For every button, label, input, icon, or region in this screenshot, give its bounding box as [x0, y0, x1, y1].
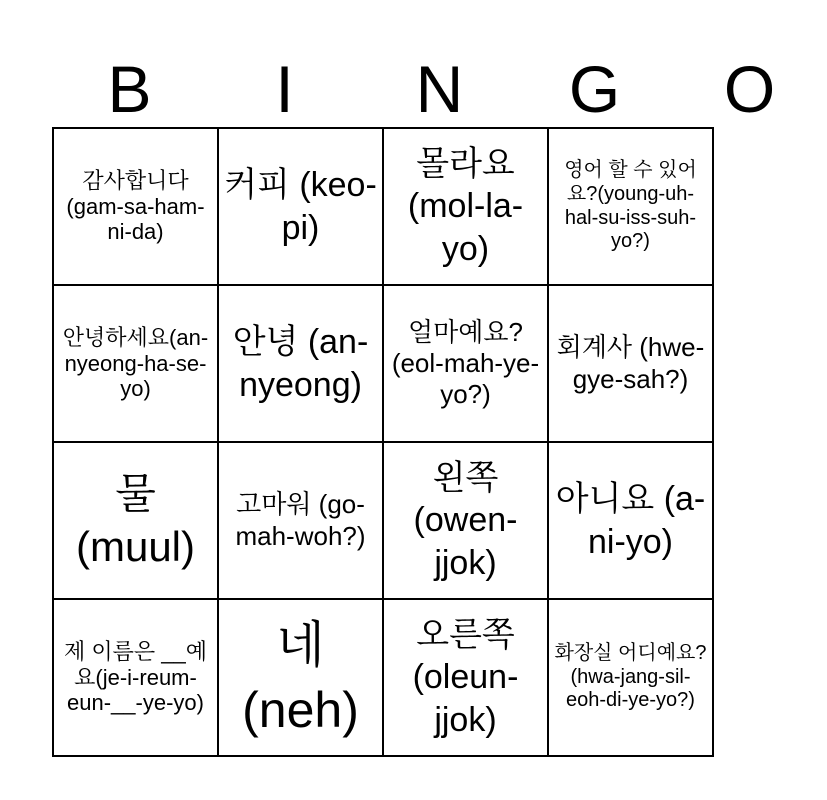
header-letter-g: G — [568, 52, 621, 126]
bingo-cell[interactable]: 안녕하세요(an-nyeong-ha-se-yo) — [53, 285, 218, 442]
bingo-cell[interactable]: 영어 할 수 있어요?(young-uh-hal-su-iss-suh-yo?) — [548, 128, 713, 285]
board-row — [53, 285, 713, 442]
bingo-cell[interactable]: 제 이름은 __예요(je-i-reum-eun-__-ye-yo) — [53, 599, 218, 756]
board-row — [53, 442, 713, 599]
header-letter-o: O — [723, 52, 776, 126]
bingo-cell[interactable]: 커피 (keo-pi) — [218, 128, 383, 285]
bingo-header — [52, 50, 776, 128]
bingo-cell[interactable]: 물 (muul) — [53, 442, 218, 599]
board-row — [53, 128, 713, 285]
bingo-cell[interactable]: 화장실 어디예요?(hwa-jang-sil-eoh-di-ye-yo?) — [548, 599, 713, 756]
board-row — [53, 599, 713, 756]
bingo-cell[interactable]: 얼마예요? (eol-mah-ye-yo?) — [383, 285, 548, 442]
bingo-cell[interactable]: 아니요 (a-ni-yo) — [548, 442, 713, 599]
bingo-cell[interactable]: 고마워 (go-mah-woh?) — [218, 442, 383, 599]
bingo-board — [52, 127, 714, 757]
bingo-cell[interactable]: 회계사 (hwe-gye-sah?) — [548, 285, 713, 442]
header-letter-i: I — [275, 52, 294, 126]
bingo-cell[interactable]: 몰라요 (mol-la-yo) — [383, 128, 548, 285]
bingo-cell[interactable]: 네 (neh) — [218, 599, 383, 756]
header-letter-n: N — [415, 52, 464, 126]
bingo-cell[interactable]: 오른쪽 (oleun-jjok) — [383, 599, 548, 756]
bingo-cell[interactable]: 감사합니다(gam-sa-ham-ni-da) — [53, 128, 218, 285]
bingo-cell[interactable]: 왼쪽 (owen-jjok) — [383, 442, 548, 599]
header-letter-b: B — [107, 52, 152, 126]
bingo-cell[interactable]: 안녕 (an-nyeong) — [218, 285, 383, 442]
